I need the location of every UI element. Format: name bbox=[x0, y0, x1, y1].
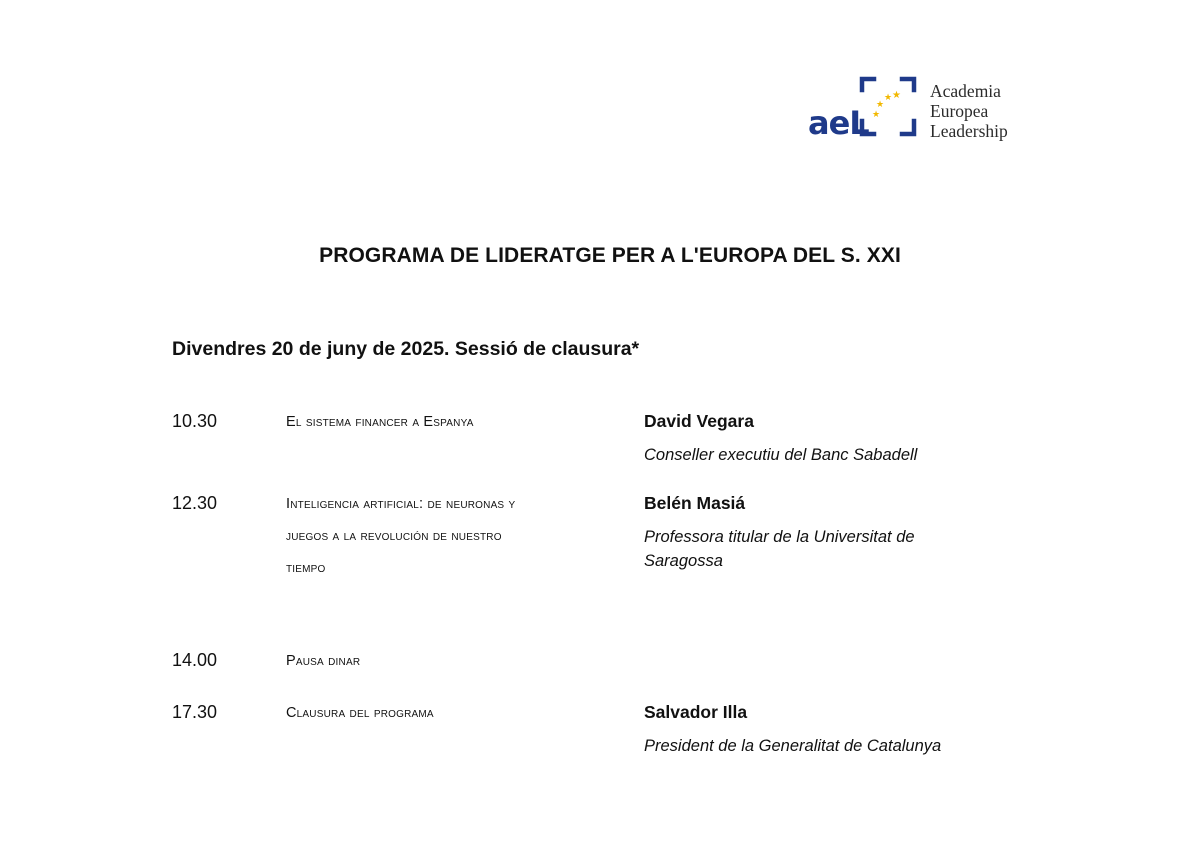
agenda-topic: Pausa dinar bbox=[286, 653, 361, 669]
agenda-topic: Clausura del programa bbox=[286, 705, 434, 721]
agenda-speaker bbox=[644, 700, 974, 758]
speaker-role: Conseller executiu del Banc Sabadell bbox=[644, 446, 918, 464]
logo-right-bracket bbox=[902, 79, 914, 134]
speaker-name: David Vegara bbox=[644, 411, 754, 431]
logo-line-3: Leadership bbox=[930, 121, 1008, 141]
speaker-role: President de la Generalitat de Catalunya bbox=[644, 737, 942, 755]
star-icon: ★ bbox=[892, 90, 901, 101]
agenda-time: 10.30 bbox=[172, 411, 218, 431]
agenda-time: 12.30 bbox=[172, 493, 218, 513]
ael-logo-mark bbox=[806, 76, 918, 142]
logo-wordmark bbox=[930, 81, 1008, 141]
agenda-topic-line: Inteligencia artificial: de neuronas y bbox=[286, 496, 516, 512]
agenda-speaker bbox=[644, 409, 974, 467]
star-icon: ★ bbox=[884, 93, 893, 103]
speaker-name: Salvador Illa bbox=[644, 702, 748, 722]
star-icon: ★ bbox=[872, 110, 881, 120]
session-heading: Divendres 20 de juny de 2025. Sessió de clausura* bbox=[172, 338, 640, 360]
page-title: PROGRAMA DE LIDERATGE PER A L'EUROPA DEL S. XXI bbox=[319, 244, 901, 267]
logo-line-1: Academia bbox=[930, 81, 1001, 101]
logo-acronym: aeL bbox=[808, 104, 869, 142]
agenda-topic-line: tiempo bbox=[286, 560, 326, 576]
agenda-time: 14.00 bbox=[172, 650, 218, 670]
logo-line-2: Europea bbox=[930, 101, 989, 121]
agenda-topic: El sistema financer a Espanya bbox=[286, 414, 474, 430]
agenda-topic bbox=[286, 488, 616, 584]
star-icon: ★ bbox=[876, 100, 885, 110]
agenda-topic-line: juegos a la revolución de nuestro bbox=[286, 528, 502, 544]
speaker-role: Professora titular de la Universitat de Saragossa bbox=[644, 528, 915, 570]
agenda-time: 17.30 bbox=[172, 702, 218, 722]
academia-europea-leadership-logo bbox=[806, 76, 1046, 142]
agenda-speaker bbox=[644, 491, 974, 573]
speaker-name: Belén Masiá bbox=[644, 493, 746, 513]
